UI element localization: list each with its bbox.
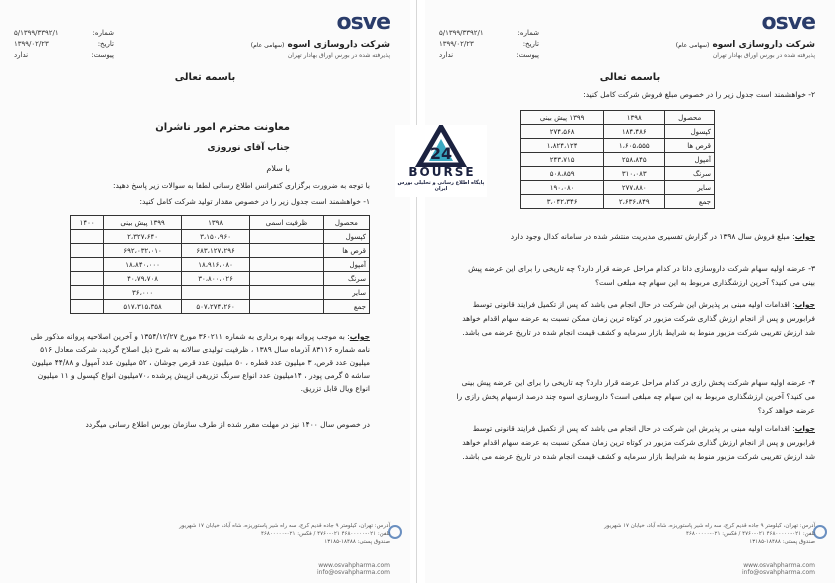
question-1: ۱- خواهشمند است جدول زیر را در خصوص مقدار تولید شرکت کامل کنید: xyxy=(139,197,370,206)
company-name: شرکت داروسازی اسوه (سهامی عام) xyxy=(250,40,390,50)
closing-note: در خصوص سال ۱۴۰۰ نیز در مهلت مقرر شده از طرف سازمان بورس اطلاع رسانی میگردد xyxy=(85,420,370,429)
sales-table xyxy=(520,110,715,209)
answer-label: جواب xyxy=(349,332,370,341)
production-table xyxy=(70,215,370,314)
table-row: کپسول ۱۸۴،۴۸۶ ۲۷۴،۵۶۸ xyxy=(521,125,715,139)
table-header: محصول xyxy=(665,111,715,125)
question-4: ۴- عرضه اولیه سهام شرکت پخش رازی در کدام مراحل عرضه قرار دارد؟ چه تاریخی را برای این عرضه پیش بینی می کنید؟ آخرین ارزشگذاری مربوط به این سهام چه مبلغی است؟ داروسازی اسوه چند درصد ازسهام پخش رازی را عرضه خواهد کرد؟ xyxy=(456,378,815,415)
answer-label: جواب xyxy=(794,424,815,433)
footer-seal-icon xyxy=(388,525,402,539)
letter-meta: شماره: ۵/۱۳۹۹/۳۳۹۲/۱ تاریخ: ۱۳۹۹/۰۲/۲۳ پیوست: ندارد xyxy=(14,29,114,59)
letter-meta: شماره: ۵/۱۳۹۹/۳۳۹۲/۱ تاریخ: ۱۳۹۹/۰۲/۲۳ پیوست: ندارد xyxy=(439,29,539,59)
company-subtitle: پذیرفته شده در بورس اوراق بهادار تهران xyxy=(287,52,390,59)
table-row: قرص ها ۶۸۳،۱۲۷،۲۹۶ ۶۹۲،۰۳۲،۰۱۰ xyxy=(71,244,370,258)
table-row: کپسول ۳،۱۵۰،۹۶۰ ۲،۳۲۷،۶۴۰ xyxy=(71,230,370,244)
bismillah-heading: باسمه تعالی xyxy=(174,72,236,83)
footer-seal-icon xyxy=(813,525,827,539)
recipient-name: جناب آقای نوروزی xyxy=(207,143,290,153)
question-3: ۳- عرضه اولیه سهام شرکت داروسازی دانا در کدام مراحل عرضه قرار دارد؟ چه تاریخی را برای این عرضه پیش بینی می کنید؟ آخرین ارزشگذاری مربوط به این سهام چه مبلغی است؟ xyxy=(468,264,815,287)
table-row: سرنگ ۳۱۰،۰۸۳ ۵۰۸،۸۵۹ xyxy=(521,167,715,181)
company-subtitle: پذیرفته شده در بورس اوراق بهادار تهران xyxy=(712,52,815,59)
footer-website: www.osvahpharma.com info@osvahpharma.com xyxy=(742,562,815,576)
watermark-subtitle: پایگاه اطلاع رسانی و تحلیلی بورس ایران xyxy=(397,180,485,192)
table-header-row xyxy=(71,216,370,230)
table-header: ۱۳۹۸ xyxy=(181,216,249,230)
letter-footer: آدرس: تهران، کیلومتر ۹ جاده قدیم کرج، سه راه شیر پاستوریزه، شاه آباد، خیابان ۱۷ شهریور تلفن: ۰۲۱-۴۶۸۰۰۰۰۰ ۰۲۱-۴۷۶۰ / فکس: ۰۲۱-۴۶۸۰۰۰۰۰ صندوق پستی: ۱۸۴۸۸-۱۳۱۸۵ xyxy=(604,523,815,545)
table-header: ۱۳۹۹ پیش بینی xyxy=(104,216,182,230)
table-header: محصول xyxy=(323,216,369,230)
bismillah-heading: باسمه تعالی xyxy=(599,72,661,83)
table-header-row xyxy=(521,111,715,125)
letter-page-left xyxy=(0,0,410,583)
table-row: سایر ۳۶،۰۰۰ xyxy=(71,286,370,300)
answer-2: جواب: مبلغ فروش سال ۱۳۹۸ در گزارش تفسیری مدیریت منتشر شده در سامانه کدال وجود دارد xyxy=(510,232,815,241)
footer-website: www.osvahpharma.com info@osvahpharma.com xyxy=(317,562,390,576)
greeting: با سلام xyxy=(266,164,290,173)
table-header: ظرفیت اسمی xyxy=(250,216,323,230)
watermark-title: BOURSE xyxy=(408,165,476,179)
letter-page-right xyxy=(425,0,835,583)
answer-4: جواب: اقدامات اولیه مبنی بر پذیرش این شرکت در حال انجام می باشد که پس از تکمیل فرایند قانونی توسط فرابورس و پس از انجام ارزش گذاری شرکت مزبور در کوتاه ترین زمان ممکن نسبت به عرضه سهام اقدام خواهد شد ارزش تقریبی شرکت مزبور منوط به شرایط بازار سرمایه و کشف قیمت انجام شده در تاریخ عرضه می باشد. xyxy=(462,424,815,461)
bourse-watermark xyxy=(395,125,487,197)
table-header: ۱۳۹۹ پیش بینی xyxy=(521,111,604,125)
table-row: جمع ۵۰۷،۲۷۴،۲۶۰ ۵۱۷،۳۱۵،۳۵۸ xyxy=(71,300,370,314)
table-row: سرنگ ۳۰،۸۰۰،۰۲۶ ۴۰،۷۹،۷۰۸ xyxy=(71,272,370,286)
answer-1: جواب: به موجب پروانه بهره برداری به شماره ۳۶۰۲۱۱ مورخ ۱۳۵۴/۱۲/۲۷ و آخرین اصلاحیه پروانه مذکور طی نامه شماره ۸۳۱۱۶ آذرماه سال ۱۳۸۹ ، ظرفیت تولیدی سالانه به شرح ذیل اصلاح گردید، شرکت معادل ۵۱۶ میلیون عدد قرص، ۳ میلیون عدد قطره ، ۵۰ میلیون عدد قرص جوشان ، ۵۲ میلیون عدد آمپول و ۴۴/۸۸ میلیون ساشه ۵ گرمی پودر ، ۱۴میلیون عدد انواع سرنگ تزریقی ازپیش پرشده ،۷۰میلیون انواع کپسول و ۱۱ میلیون انواع ویال قابل تزریق. xyxy=(30,332,370,393)
intro-text: با توجه به ضرورت برگزاری کنفرانس اطلاع رسانی لطفا به سوالات زیر پاسخ دهید: xyxy=(112,181,370,190)
company-name: شرکت داروسازی اسوه (سهامی عام) xyxy=(675,40,815,50)
table-header: ۱۳۹۸ xyxy=(604,111,665,125)
answer-label: جواب xyxy=(794,300,815,309)
company-logo: osve xyxy=(761,10,815,35)
table-row: آمپول ۲۵۸،۸۴۵ ۲۴۳،۷۱۵ xyxy=(521,153,715,167)
letter-footer: آدرس: تهران، کیلومتر ۹ جاده قدیم کرج، سه راه شیر پاستوریزه، شاه آباد، خیابان ۱۷ شهریور تلفن: ۰۲۱-۴۶۸۰۰۰۰۰ ۰۲۱-۴۷۶۰ / فکس: ۰۲۱-۴۶۸۰۰۰۰۰ صندوق پستی: ۱۸۴۸۸-۱۳۱۸۵ xyxy=(179,523,390,545)
question-2: ۲- خواهشمند است جدول زیر را در خصوص مبلغ فروش شرکت کامل کنید: xyxy=(583,90,815,99)
bourse-logo-icon xyxy=(405,125,477,167)
table-row: جمع ۲،۶۳۶،۸۴۹ ۳،۰۴۲،۳۴۶ xyxy=(521,195,715,209)
table-row: آمپول ۱۸،۹۱۶،۰۸۰ ۱۸،۸۴۰،۰۰۰ xyxy=(71,258,370,272)
table-row: سایر ۲۷۷،۸۸۰ ۱۹۰،۰۸۰ xyxy=(521,181,715,195)
table-header: ۱۴۰۰ xyxy=(71,216,104,230)
company-logo: osve xyxy=(336,10,390,35)
svg-text:24: 24 xyxy=(429,144,453,163)
table-row: قرص ها ۱،۶۰۵،۵۵۵ ۱،۸۲۴،۱۲۴ xyxy=(521,139,715,153)
page-divider xyxy=(416,0,417,583)
recipient-title: معاونت محترم امور ناشران xyxy=(155,122,290,133)
answer-label: جواب xyxy=(794,232,815,241)
answer-3: جواب: اقدامات اولیه مبنی بر پذیرش این شرکت در حال انجام می باشد که پس از تکمیل فرایند قانونی توسط فرابورس و پس از انجام ارزش گذاری شرکت مزبور در کوتاه ترین زمان ممکن نسبت به عرضه سهام اقدام خواهد شد ارزش تقریبی شرکت مزبور منوط به شرایط بازار سرمایه و کشف قیمت انجام شده در تاریخ عرضه می باشد. xyxy=(462,300,815,337)
